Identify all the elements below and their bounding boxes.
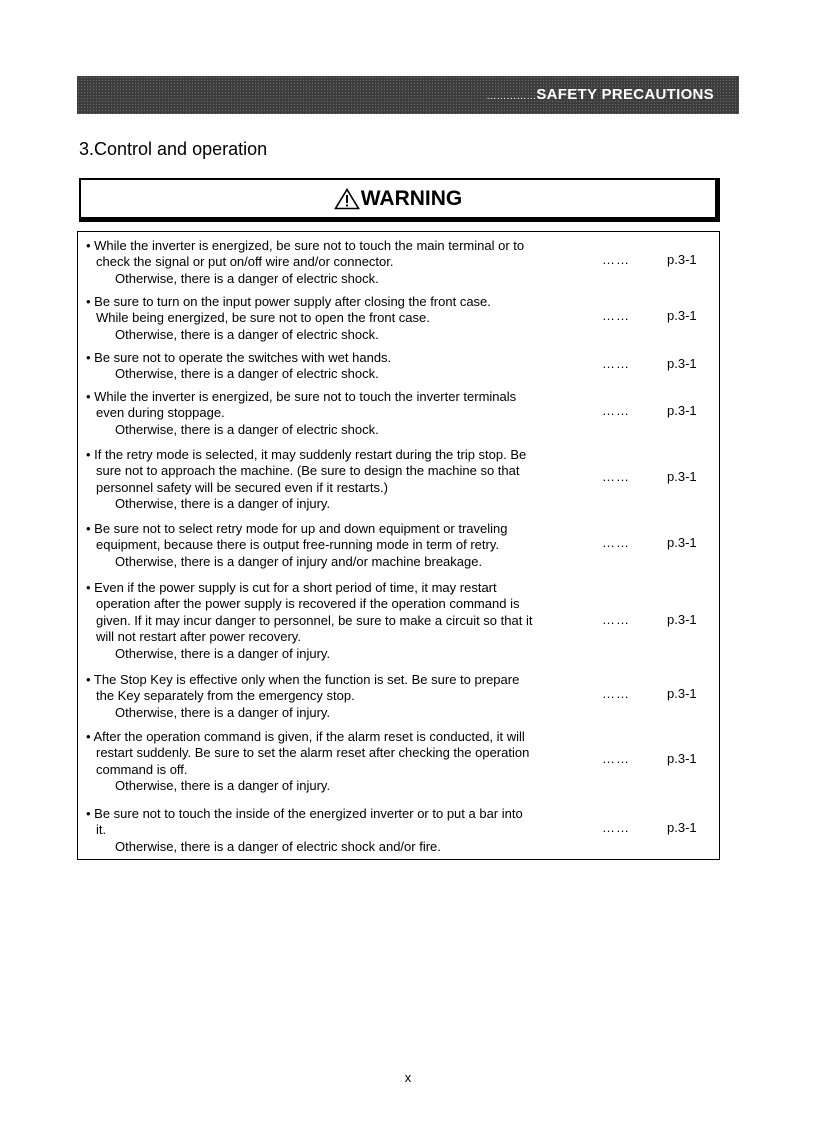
warning-item-text	[86, 729, 605, 795]
page-reference: p.3-1	[667, 751, 697, 766]
warning-item	[78, 294, 719, 343]
warning-item-line: Otherwise, there is a danger of injury.	[115, 496, 331, 512]
warning-item-text	[86, 672, 605, 721]
leader-dots: ……	[602, 686, 630, 701]
warning-item-line: Otherwise, there is a danger of injury.	[115, 778, 331, 794]
warning-item-line: • Even if the power supply is cut for a short period of time, it may restart	[86, 580, 497, 595]
warning-item-line: Otherwise, there is a danger of injury.	[115, 704, 331, 720]
warning-item	[78, 806, 719, 855]
warning-item-line: personnel safety will be secured even if it restarts.)	[96, 479, 388, 495]
warning-item-text	[86, 294, 605, 343]
leader-dots: ……	[602, 252, 630, 267]
header-leader-dots: ……………	[486, 91, 537, 102]
warning-item-line: While being energized, be sure not to open the front case.	[96, 310, 430, 326]
warning-item-line: • While the inverter is energized, be sure not to touch the main terminal or to	[86, 238, 525, 253]
leader-dots: ……	[602, 751, 630, 766]
warning-item-line: equipment, because there is output free-running mode in term of retry.	[96, 537, 499, 553]
header-banner	[77, 76, 739, 114]
warning-item-line: the Key separately from the emergency stop.	[96, 688, 355, 704]
page-reference: p.3-1	[667, 356, 697, 371]
warning-item	[78, 350, 719, 383]
page-reference: p.3-1	[667, 403, 697, 418]
warning-item-text	[86, 521, 605, 570]
warning-item-line: Otherwise, there is a danger of electric shock and/or fire.	[115, 838, 441, 854]
warning-heading	[334, 187, 463, 211]
warning-item	[78, 672, 719, 721]
warning-item-text	[86, 447, 605, 513]
leader-dots: ……	[602, 469, 630, 484]
warning-item	[78, 447, 719, 513]
warning-item-line: • While the inverter is energized, be sure not to touch the inverter terminals	[86, 389, 517, 404]
warning-item-text	[86, 238, 605, 287]
warning-item-line: • Be sure not to touch the inside of the energized inverter or to put a bar into	[86, 806, 523, 821]
warning-item-line: Otherwise, there is a danger of injury.	[115, 645, 331, 661]
warning-item-text	[86, 806, 605, 855]
page-reference: p.3-1	[667, 612, 697, 627]
warning-item-line: sure not to approach the machine. (Be sure to design the machine so that	[96, 463, 520, 479]
warning-item-line: even during stoppage.	[96, 405, 225, 421]
warning-item-line: Otherwise, there is a danger of injury and/or machine breakage.	[115, 553, 483, 569]
warning-item-line: it.	[96, 822, 107, 838]
page-number: x	[404, 1070, 412, 1085]
warning-label: WARNING	[360, 186, 463, 210]
page-reference: p.3-1	[667, 820, 697, 835]
leader-dots: ……	[602, 612, 630, 627]
page-reference: p.3-1	[667, 469, 697, 484]
warning-triangle-icon	[334, 188, 360, 210]
warning-item	[78, 389, 719, 438]
warning-item	[78, 238, 719, 287]
warning-item-line: • Be sure not to operate the switches with wet hands.	[86, 350, 392, 365]
leader-dots: ……	[602, 308, 630, 323]
page-reference: p.3-1	[667, 686, 697, 701]
warning-item-line: will not restart after power recovery.	[96, 629, 301, 645]
warning-item-line: • Be sure to turn on the input power supply after closing the front case.	[86, 294, 491, 309]
warning-item-line: given. If it may incur danger to personnel, be sure to make a circuit so that it	[96, 612, 533, 628]
warning-item-line: Otherwise, there is a danger of electric shock.	[115, 326, 379, 342]
warning-item-line: operation after the power supply is recovered if the operation command is	[96, 596, 520, 612]
warning-item-line: • If the retry mode is selected, it may suddenly restart during the trip stop. Be	[86, 447, 527, 462]
warning-banner	[79, 178, 720, 222]
page-reference: p.3-1	[667, 252, 697, 267]
warning-item-text	[86, 350, 605, 383]
warning-item-text	[86, 389, 605, 438]
section-title: 3.Control and operation	[79, 139, 268, 159]
warning-items-list	[77, 231, 720, 860]
header-title	[486, 86, 714, 103]
leader-dots: ……	[602, 535, 630, 550]
warning-item-line: Otherwise, there is a danger of electric shock.	[115, 421, 379, 437]
warning-item-line: check the signal or put on/off wire and/or connector.	[96, 254, 394, 270]
warning-item-line: • Be sure not to select retry mode for up and down equipment or traveling	[86, 521, 508, 536]
warning-item-line: command is off.	[96, 761, 188, 777]
leader-dots: ……	[602, 403, 630, 418]
warning-item-line: • After the operation command is given, if the alarm reset is conducted, it will	[86, 729, 525, 744]
header-title-text: SAFETY PRECAUTIONS	[536, 86, 714, 103]
warning-item-line: Otherwise, there is a danger of electric shock.	[115, 366, 379, 382]
warning-item	[78, 729, 719, 795]
warning-item	[78, 521, 719, 570]
warning-item-line: Otherwise, there is a danger of electric shock.	[115, 270, 379, 286]
leader-dots: ……	[602, 820, 630, 835]
warning-item-line: • The Stop Key is effective only when the function is set. Be sure to prepare	[86, 672, 520, 687]
warning-item	[78, 580, 719, 662]
leader-dots: ……	[602, 356, 630, 371]
warning-item-line: restart suddenly. Be sure to set the alarm reset after checking the operation	[96, 745, 530, 761]
page-reference: p.3-1	[667, 535, 697, 550]
page-reference: p.3-1	[667, 308, 697, 323]
warning-item-text	[86, 580, 605, 662]
